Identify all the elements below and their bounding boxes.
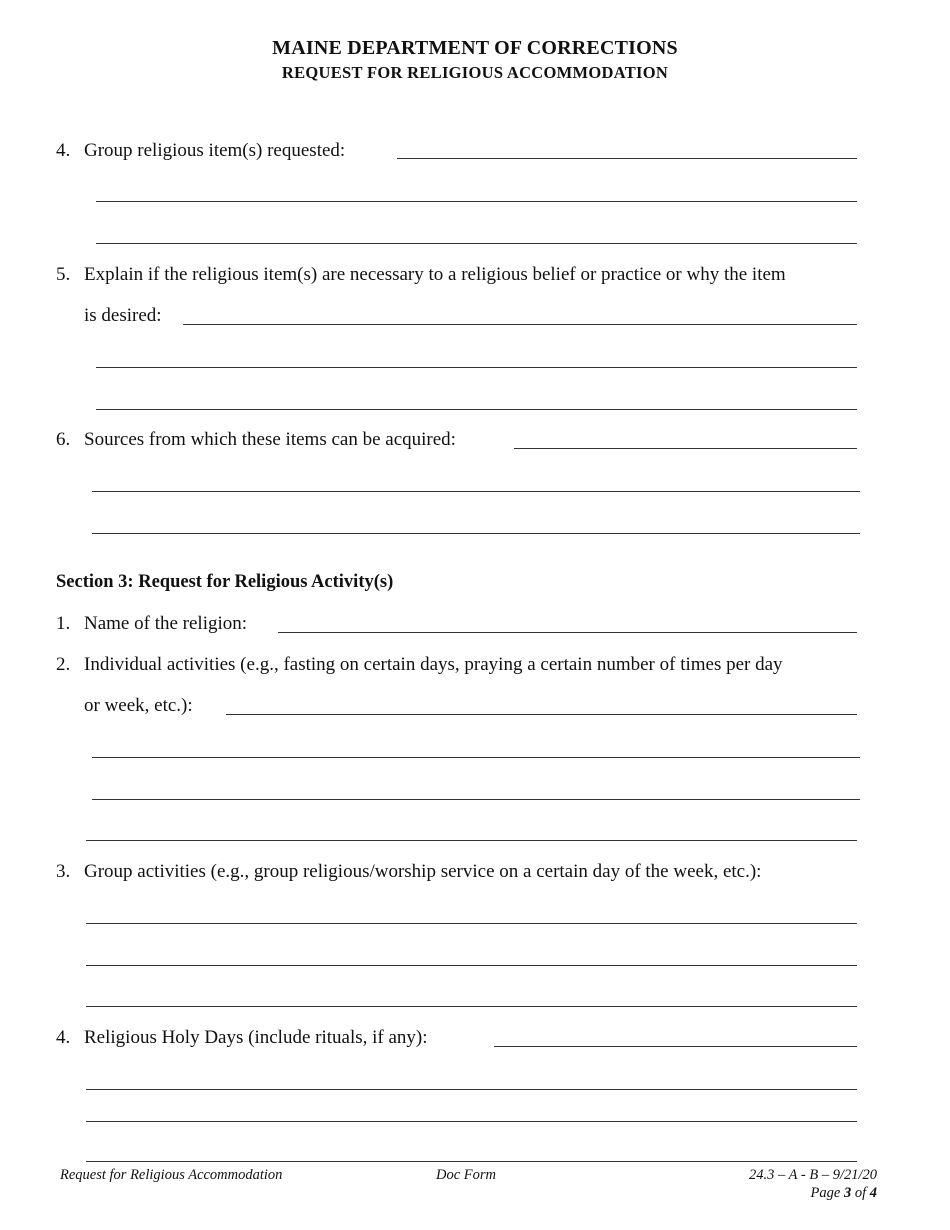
answer-line[interactable] [86, 923, 857, 924]
form-title: REQUEST FOR RELIGIOUS ACCOMMODATION [281, 63, 669, 82]
question-label: Name of the religion: [84, 613, 248, 634]
answer-line[interactable] [514, 448, 857, 449]
question-number: 6. [56, 429, 71, 450]
question-label: Group activities (e.g., group religious/worship service on a certain day of the week, etc.): [84, 861, 762, 882]
answer-line[interactable] [96, 243, 857, 244]
answer-line[interactable] [92, 491, 860, 492]
page-total: 4 [869, 1185, 877, 1201]
answer-line[interactable] [92, 757, 860, 758]
footer-doc-type: Doc Form [436, 1167, 497, 1183]
answer-line[interactable] [96, 409, 857, 410]
footer-form-code: 24.3 – A - B – 9/21/20 [749, 1167, 877, 1183]
answer-line[interactable] [96, 367, 857, 368]
question-number: 3. [56, 861, 71, 882]
department-name: MAINE DEPARTMENT OF CORRECTIONS [272, 37, 678, 59]
question-number: 1. [56, 613, 71, 634]
answer-line[interactable] [494, 1046, 857, 1047]
question-label: Individual activities (e.g., fasting on certain days, praying a certain number of times per day [84, 654, 783, 675]
question-number: 4. [56, 1027, 71, 1048]
footer-page-number [811, 1184, 877, 1202]
question-label: Sources from which these items can be acquired: [84, 429, 456, 450]
answer-line[interactable] [183, 324, 857, 325]
answer-line[interactable] [86, 1006, 857, 1007]
question-number: 5. [56, 264, 71, 285]
answer-line[interactable] [397, 158, 857, 159]
question-label-continued: is desired: [84, 305, 162, 326]
answer-line[interactable] [92, 533, 860, 534]
page-current: 3 [843, 1185, 852, 1201]
answer-line[interactable] [96, 201, 857, 202]
answer-line[interactable] [86, 1121, 857, 1122]
question-label-continued: or week, etc.): [84, 695, 193, 716]
page-of: of [854, 1185, 867, 1201]
question-label: Group religious item(s) requested: [84, 140, 346, 161]
question-number: 4. [56, 140, 71, 161]
answer-line[interactable] [86, 1089, 857, 1090]
answer-line[interactable] [86, 840, 857, 841]
answer-line[interactable] [86, 1161, 857, 1162]
page-label: Page [810, 1185, 841, 1201]
question-label: Religious Holy Days (include rituals, if any): [84, 1027, 428, 1048]
answer-line[interactable] [226, 714, 857, 715]
answer-line[interactable] [86, 965, 857, 966]
question-number: 2. [56, 654, 71, 675]
section-3-heading: Section 3: Request for Religious Activity(s) [56, 572, 394, 592]
question-label: Explain if the religious item(s) are necessary to a religious belief or practice or why the item [84, 264, 786, 285]
answer-line[interactable] [278, 632, 857, 633]
footer-form-name: Request for Religious Accommodation [60, 1167, 283, 1183]
answer-line[interactable] [92, 799, 860, 800]
